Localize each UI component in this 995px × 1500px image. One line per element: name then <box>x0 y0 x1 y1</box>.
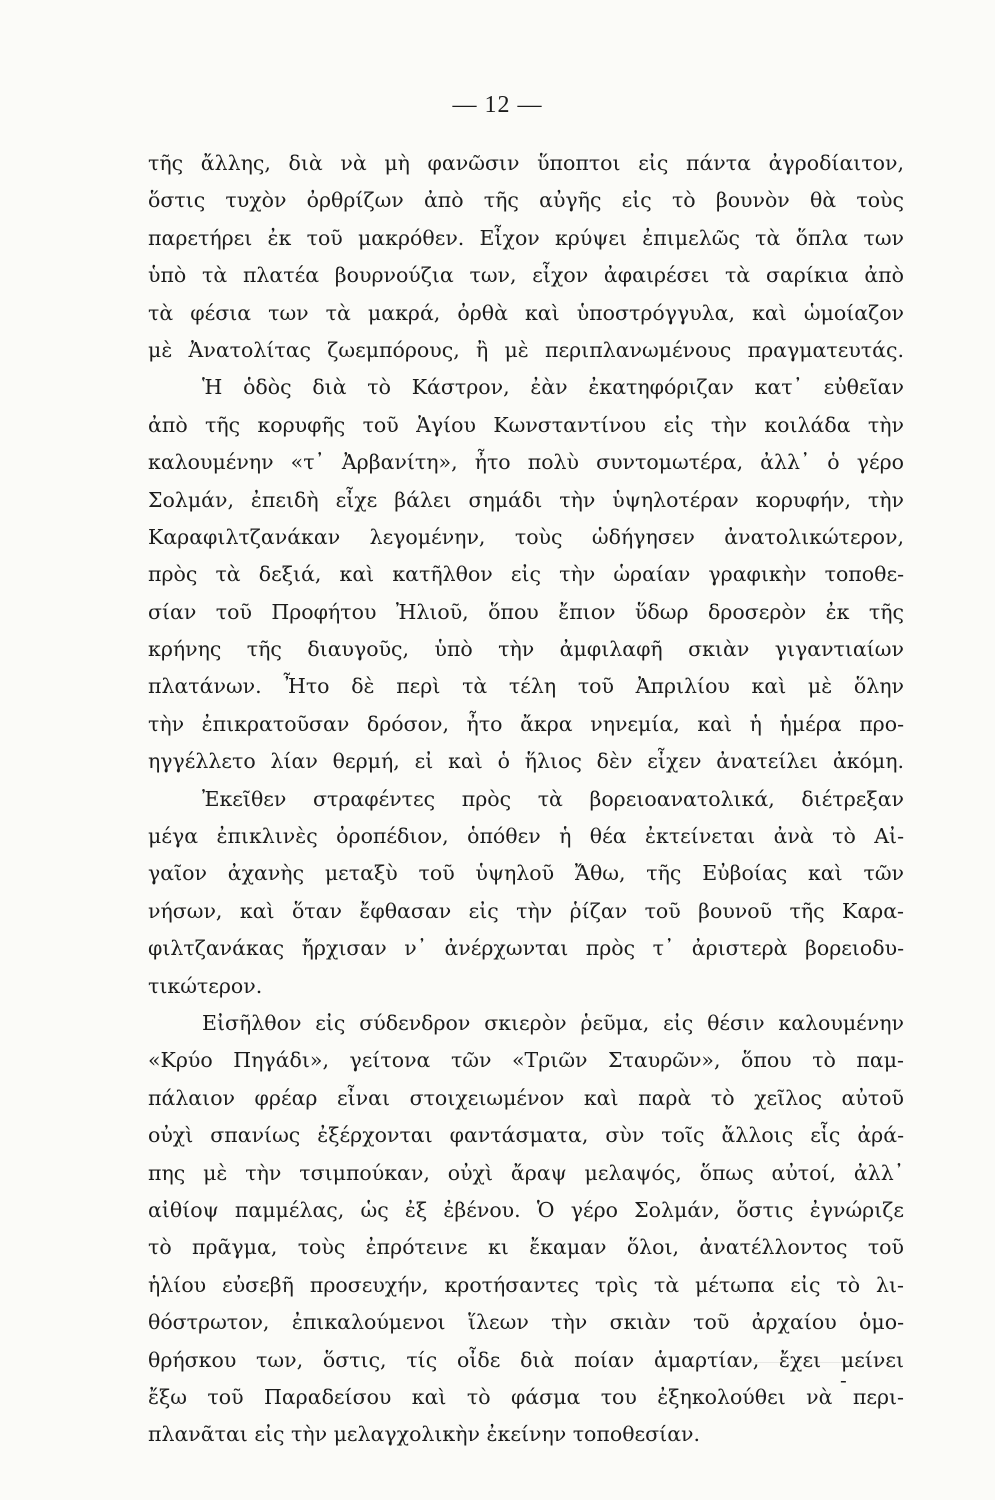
text-line: τὰ φέσια των τὰ μακρά, ὀρθὰ καὶ ὑποστρόγγυλα, καὶ ὡμοίαζον <box>148 300 904 325</box>
text-line: νήσων, καὶ ὅταν ἔφθασαν εἰς τὴν ῥίζαν τοῦ βουνοῦ τῆς Καρα- <box>148 898 904 923</box>
text-line: Καραφιλτζανάκαν λεγομένην, τοὺς ὡδήγησεν ἀνατολικώτερον, <box>148 524 904 549</box>
footer-mark: - <box>840 1368 847 1392</box>
bleed-through-mark <box>740 1362 890 1363</box>
paragraph-start: Εἰσῆλθον εἰς σύδενδρον σκιερὸν ῥεῦμα, εἰς θέσιν καλουμένην <box>202 1010 904 1035</box>
text-line: οὐχὶ σπανίως ἐξέρχονται φαντάσματα, σὺν τοῖς ἄλλοις εἷς ἀρά- <box>148 1123 904 1148</box>
text-line: Σολμάν, ἐπειδὴ εἶχε βάλει σημάδι τὴν ὑψηλοτέραν κορυφήν, τὴν <box>148 487 904 512</box>
text-line: θόστρωτον, ἐπικαλούμενοι ἵλεων τὴν σκιὰν τοῦ ἀρχαίου ὁμο- <box>148 1310 904 1335</box>
text-line: ὅστις τυχὸν ὀρθρίζων ἀπὸ τῆς αὐγῆς εἰς τὸ βουνὸν θὰ τοὺς <box>148 188 904 213</box>
text-line: θρήσκου των, ὅστις, τίς οἶδε διὰ ποίαν ἁμαρτίαν, ἔχει μείνει <box>148 1347 904 1372</box>
text-line: αἰθίοψ παμμέλας, ὡς ἐξ ἐβένου. Ὁ γέρο Σολμάν, ὅστις ἐγνώριζε <box>148 1197 904 1222</box>
text-line: ἡλίου εὐσεβῆ προσευχήν, κροτήσαντες τρὶς τὰ μέτωπα εἰς τὸ λι- <box>148 1272 904 1297</box>
text-line: τῆς ἄλλης, διὰ νὰ μὴ φανῶσιν ὕποπτοι εἰς πάντα ἀγροδίαιτον, <box>148 151 904 175</box>
text-line: τὸ πρᾶγμα, τοὺς ἐπρότεινε κι ἔκαμαν ὅλοι, ἀνατέλλοντος τοῦ <box>148 1235 904 1260</box>
text-line: πλατάνων. Ἦτο δὲ περὶ τὰ τέλη τοῦ Ἀπριλίου καὶ μὲ ὅλην <box>148 674 904 699</box>
text-line: μέγα ἐπικλινὲς ὀροπέδιον, ὁπόθεν ἡ θέα ἐκτείνεται ἀνὰ τὸ Αἰ- <box>148 824 904 849</box>
text-line: τικώτερον. <box>148 973 263 998</box>
text-line: ὑπὸ τὰ πλατέα βουρνούζια των, εἶχον ἀφαιρέσει τὰ σαρίκια ἀπὸ <box>148 263 904 288</box>
text-line: φιλτζανάκας ἤρχισαν ν᾿ ἀνέρχωνται πρὸς τ᾿ ἀριστερὰ βορειοδυ- <box>148 936 904 961</box>
text-line: «Κρύο Πηγάδι», γείτονα τῶν «Τριῶν Σταυρῶν», ὅπου τὸ παμ- <box>148 1048 904 1073</box>
text-line: πρὸς τὰ δεξιά, καὶ κατῆλθον εἰς τὴν ὡραίαν γραφικὴν τοποθε- <box>148 562 904 587</box>
body-text <box>148 145 904 1454</box>
page-number: — 12 — <box>452 92 543 118</box>
text-line: ἀπὸ τῆς κορυφῆς τοῦ Ἁγίου Κωνσταντίνου εἰς τὴν κοιλάδα τὴν <box>148 412 904 437</box>
paragraph-start: Ἡ ὁδὸς διὰ τὸ Κάστρον, ἐὰν ἐκατηφόριζαν κατ᾿ εὐθεῖαν <box>202 375 904 400</box>
paragraph-start: Ἐκεῖθεν στραφέντες πρὸς τὰ βορειοανατολικά, διέτρεξαν <box>202 786 904 811</box>
text-line: μὲ Ἀνατολίτας ζωεμπόρους, ἢ μὲ περιπλανωμένους πραγματευτάς. <box>148 337 904 362</box>
text-line: πάλαιον φρέαρ εἶναι στοιχειωμένον καὶ παρὰ τὸ χεῖλος αὐτοῦ <box>148 1085 904 1110</box>
text-line: πλανᾶται εἰς τὴν μελαγχολικὴν ἐκείνην τοποθεσίαν. <box>148 1422 701 1447</box>
text-line: ἔξω τοῦ Παραδείσου καὶ τὸ φάσμα του ἐξηκολούθει νὰ περι- <box>148 1384 904 1409</box>
text-line: κρήνης τῆς διαυγοῦς, ὑπὸ τὴν ἀμφιλαφῆ σκιὰν γιγαντιαίων <box>148 637 904 662</box>
text-line: παρετήρει ἐκ τοῦ μακρόθεν. Εἶχον κρύψει ἐπιμελῶς τὰ ὅπλα των <box>148 225 904 250</box>
text-line: γαῖον ἀχανὴς μεταξὺ τοῦ ὑψηλοῦ Ἄθω, τῆς Εὐβοίας καὶ τῶν <box>148 861 904 886</box>
text-line: πης μὲ τὴν τσιμπούκαν, οὐχὶ ἄραψ μελαψός, ὅπως αὐτοί, ἀλλ᾿ <box>148 1160 904 1185</box>
text-line: ηγγέλλετο λίαν θερμή, εἰ καὶ ὁ ἥλιος δὲν εἶχεν ἀνατείλει ἀκόμη. <box>148 749 904 774</box>
text-line: καλουμένην «τ᾿ Ἀρβανίτη», ἦτο πολὺ συντομωτέρα, ἀλλ᾿ ὁ γέρο <box>148 450 904 475</box>
text-line: σίαν τοῦ Προφήτου Ἠλιοῦ, ὅπου ἔπιον ὕδωρ δροσερὸν ἐκ τῆς <box>148 599 904 624</box>
text-line: τὴν ἐπικρατοῦσαν δρόσον, ἦτο ἄκρα νηνεμία, καὶ ἡ ἡμέρα προ- <box>148 711 904 736</box>
